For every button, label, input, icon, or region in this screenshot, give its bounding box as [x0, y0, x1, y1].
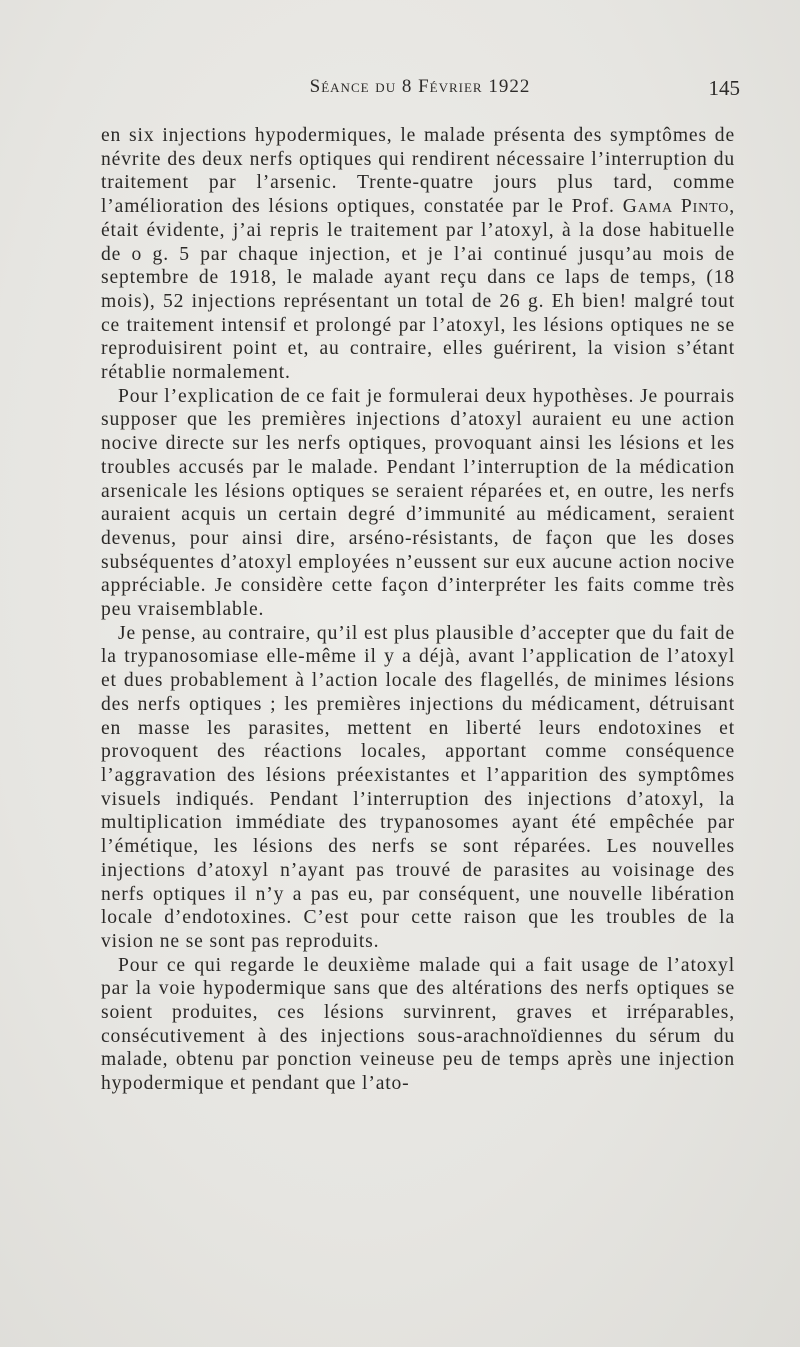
paragraph-1-start: en six injections hypodermiques, le malade présenta des symptômes de névrite des deux nerfs optiques qui rendirent nécessaire l’interruption du traitement par l’arsenic. Trente-quatre jours plus tard, comme l’amélioration des lésions optiques, constatée par le Prof.	[101, 125, 735, 218]
running-head: Séance du 8 Février 1922	[309, 76, 531, 97]
paragraph-1	[101, 124, 735, 385]
body-text	[101, 124, 735, 1096]
paragraph-2: Pour l’explication de ce fait je formulerai deux hypothèses. Je pourrais supposer que les premières injections d’atoxyl auraient eu une action nocive directe sur les nerfs optiques, provoquant ainsi les lésions et les troubles accusés par le malade. Pendant l’interruption de la médication arsenicale les lésions optiques se seraient réparées et, en outre, les nerfs auraient acquis un certain degré d’immunité au médicament, seraient devenus, pour ainsi dire, arséno-résistants, de façon que les doses subséquentes d’atoxyl employées n’eussent sur eux aucune action nocive appréciable. Je considère cette façon d’interpréter les faits comme très peu vraisemblable.	[101, 385, 735, 621]
page-number: 145	[708, 76, 740, 100]
paragraph-4: Pour ce qui regarde le deuxième malade qui a fait usage de l’atoxyl par la voie hypodermique sans que des altérations des nerfs optiques se soient produites, ces lésions survinrent, graves et irréparables, consécutivement à des injections sous-arachnoïdiennes du sérum du malade, obtenu par ponction veineuse peu de temps après une injection hypodermique et pendant que l’ato-	[101, 954, 735, 1095]
page-header	[100, 76, 740, 100]
paragraph-3: Je pense, au contraire, qu’il est plus plausible d’accepter que du fait de la trypanosomiase elle-même il y a déjà, avant l’application de l’atoxyl et dues probablement à l’action locale des flagellés, de minimes lésions des nerfs optiques ; les premières injections du médicament, détruisant en masse les parasites, mettent en liberté leurs endotoxines et provoquent des réactions locales, apportant comme conséquence l’aggravation des lésions préexistantes et l’apparition des symptômes visuels indiqués. Pendant l’interruption des injections d’atoxyl, la multiplication immédiate des trypanosomes ayant été empêchée par l’émétique, les lésions des nerfs se sont réparées. Les nouvelles injections d’atoxyl n’ayant pas trouvé de parasites au voisinage des nerfs optiques il n’y a pas eu, par conséquent, une nouvelle libération locale d’endotoxines. C’est pour cette raison que les troubles de la vision ne se sont pas reproduits.	[101, 622, 735, 952]
person-name: Gama Pinto	[622, 196, 730, 218]
paragraph-1-end: , était évidente, j’ai repris le traitement par l’atoxyl, à la dose habituelle de o g. 5 par chaque injection, et je l’ai continué jusqu’au mois de septembre de 1918, le malade ayant reçu dans ce laps de temps, (18 mois), 52 injections représentant un total de 26 g. Eh bien! malgré tout ce traitement intensif et prolongé par l’atoxyl, les lésions optiques ne se reproduisirent point et, au contraire, elles guérirent, la vision s’étant rétablie normalement.	[101, 196, 735, 384]
